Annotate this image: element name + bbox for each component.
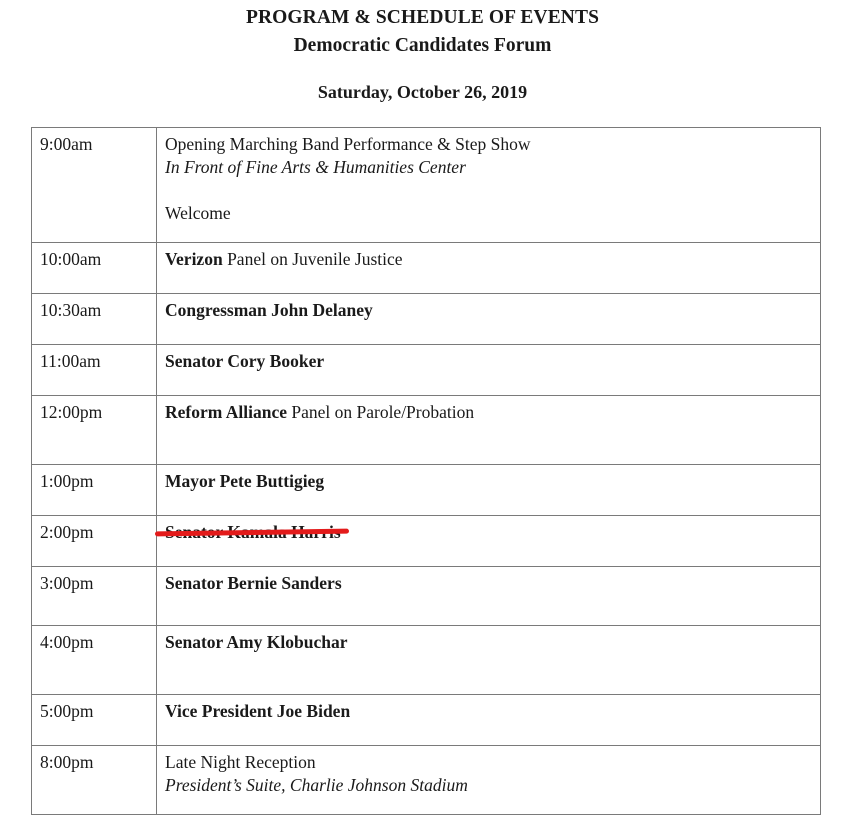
event-sponsor: Reform Alliance	[165, 402, 287, 422]
table-row	[32, 294, 821, 345]
schedule-table	[31, 127, 821, 815]
table-row	[32, 243, 821, 294]
time-cell: 10:30am	[32, 294, 157, 345]
table-row	[32, 465, 821, 516]
event-welcome: Welcome	[165, 203, 231, 223]
event-date: Saturday, October 26, 2019	[317, 82, 528, 102]
event-description: Panel on Juvenile Justice	[222, 249, 403, 269]
table-row	[32, 746, 821, 815]
document-subtitle: Democratic Candidates Forum	[293, 35, 552, 56]
table-row	[32, 626, 821, 695]
time-cell: 5:00pm	[32, 695, 157, 746]
speaker-name: Senator Amy Klobuchar	[165, 632, 348, 652]
speaker-name: Senator Cory Booker	[165, 351, 325, 371]
table-row	[32, 345, 821, 396]
time-cell: 4:00pm	[32, 626, 157, 695]
time-cell: 9:00am	[32, 128, 157, 243]
time-cell: 8:00pm	[32, 746, 157, 815]
event-cell	[157, 243, 821, 294]
table-row	[32, 128, 821, 243]
event-title: Late Night Reception	[165, 752, 316, 772]
event-cell	[157, 345, 821, 396]
event-cell	[157, 128, 821, 243]
time-cell: 1:00pm	[32, 465, 157, 516]
time-cell: 2:00pm	[32, 516, 157, 567]
event-title: Opening Marching Band Performance & Step Show	[165, 134, 531, 154]
event-location: President’s Suite, Charlie Johnson Stadium	[165, 775, 468, 795]
event-cell	[157, 746, 821, 815]
event-description: Panel on Parole/Probation	[286, 402, 475, 422]
struck-speaker	[165, 521, 341, 544]
time-cell: 12:00pm	[32, 396, 157, 465]
speaker-name: Senator Bernie Sanders	[165, 573, 342, 593]
speaker-name: Mayor Pete Buttigieg	[165, 471, 325, 491]
event-cell	[157, 465, 821, 516]
event-cell	[157, 567, 821, 626]
table-row	[32, 396, 821, 465]
event-cell	[157, 294, 821, 345]
table-row	[32, 695, 821, 746]
table-row	[32, 516, 821, 567]
event-sponsor: Verizon	[165, 249, 223, 269]
event-cell	[157, 626, 821, 695]
event-cell	[157, 396, 821, 465]
event-location: In Front of Fine Arts & Humanities Center	[165, 157, 466, 177]
time-cell: 10:00am	[32, 243, 157, 294]
speaker-name: Vice President Joe Biden	[165, 701, 351, 721]
time-cell: 11:00am	[32, 345, 157, 396]
time-cell: 3:00pm	[32, 567, 157, 626]
event-cell	[157, 516, 821, 567]
speaker-name: Congressman John Delaney	[165, 300, 373, 320]
table-row	[32, 567, 821, 626]
document-title: PROGRAM & SCHEDULE OF EVENTS	[245, 7, 600, 28]
event-cell	[157, 695, 821, 746]
